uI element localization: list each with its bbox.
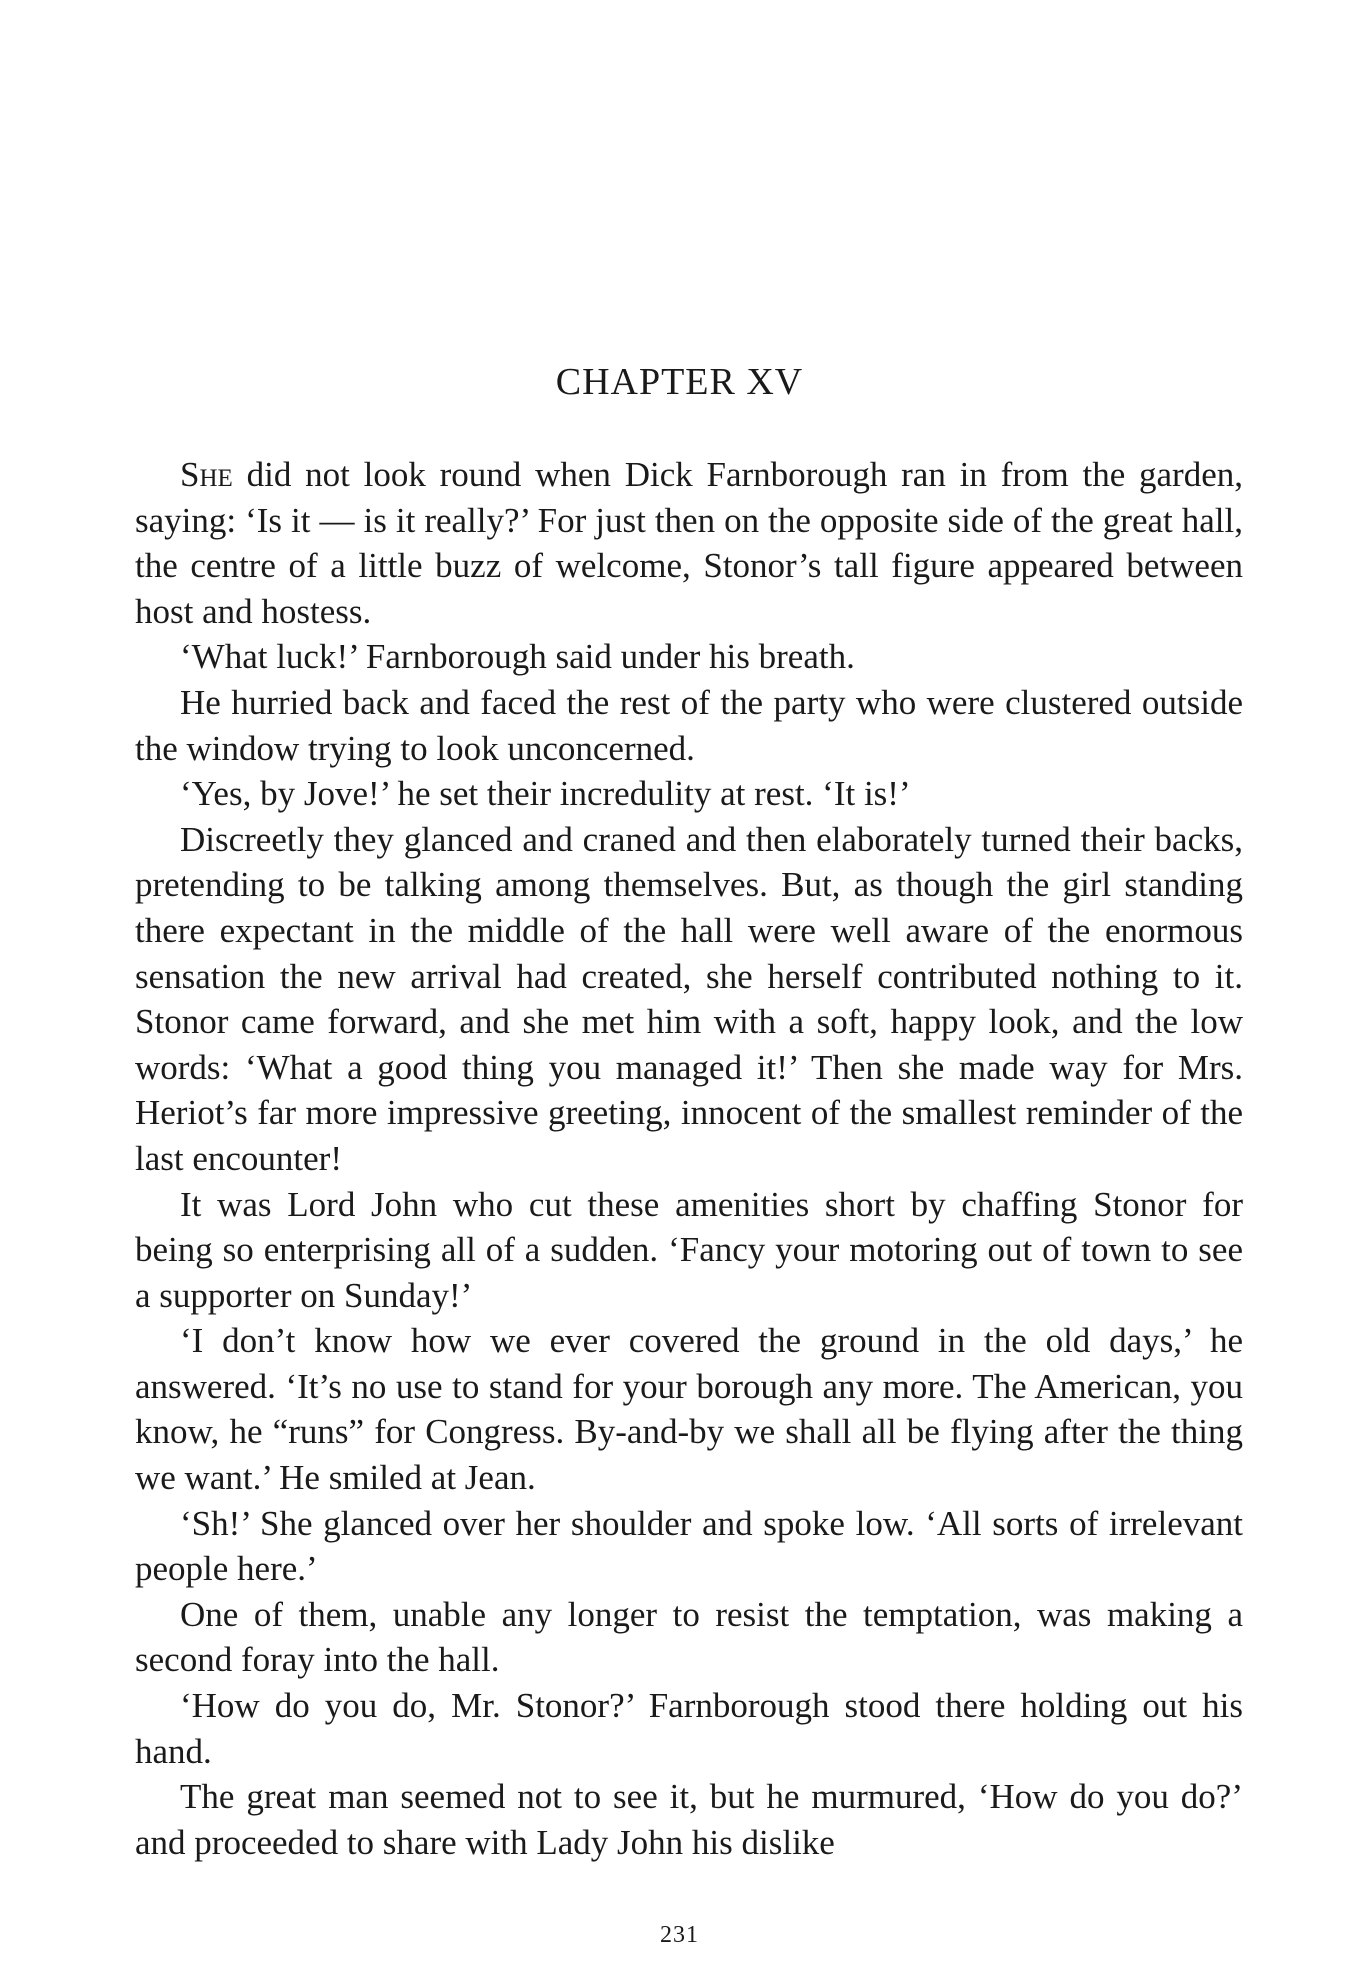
paragraph-lead-word: She	[180, 455, 233, 494]
paragraph: It was Lord John who cut these amenities short by chaffing Stonor for being so enterprising all of a sudden. ‘Fancy your motoring out of town to see a supporter on Sunday!’	[135, 1184, 1243, 1315]
paragraph	[135, 452, 1243, 634]
paragraph: He hurried back and faced the rest of the party who were clustered outside the window trying to look unconcerned.	[135, 682, 1243, 768]
page-number: 231	[660, 1922, 699, 1948]
paragraph: The great man seemed not to see it, but he murmured, ‘How do you do?’ and proceeded to share with Lady John his dislike	[135, 1777, 1243, 1862]
paragraph: ‘Yes, by Jove!’ he set their incredulity at rest. ‘It is!’	[180, 774, 911, 814]
paragraph: ‘How do you do, Mr. Stonor?’ Farnborough stood there holding out his hand.	[135, 1686, 1243, 1771]
paragraph: ‘What luck!’ Farnborough said under his breath.	[180, 637, 855, 677]
chapter-heading: CHAPTER XV	[555, 361, 804, 403]
paragraph: ‘Sh!’ She glanced over her shoulder and spoke low. ‘All sorts of irrelevant people here.’	[135, 1503, 1243, 1589]
body-text	[135, 452, 1243, 1865]
paragraph: One of them, unable any longer to resist the temptation, was making a second foray into the hall.	[135, 1594, 1243, 1680]
paragraph: Discreetly they glanced and craned and then elaborately turned their backs, pretending to be talking among themselves. But, as though the girl standing there expectant in the middle of the hall were well aware of the enormous sensation the new arrival had created, she herself contributed nothing to it. Stonor came forward, and she met him with a soft, happy look, and the low words: ‘What a good thing you managed it!’ Then she made way for Mrs. Heriot’s far more impressive greeting, innocent of the smallest reminder of the last encounter!	[135, 819, 1243, 1178]
paragraph-text: did not look round when Dick Farnborough ran in from the garden, saying: ‘Is it — is it really?’ For just then on the opposite side of the great hall, the centre of a little buzz of welcome, Stonor’s tall figure appeared between host and hostess.	[135, 455, 1243, 631]
paragraph: ‘I don’t know how we ever covered the ground in the old days,’ he answered. ‘It’s no use to stand for your borough any more. The American, you know, he “runs” for Congress. By-and-by we shall all be flying after the thing we want.’ He smiled at Jean.	[135, 1321, 1243, 1498]
